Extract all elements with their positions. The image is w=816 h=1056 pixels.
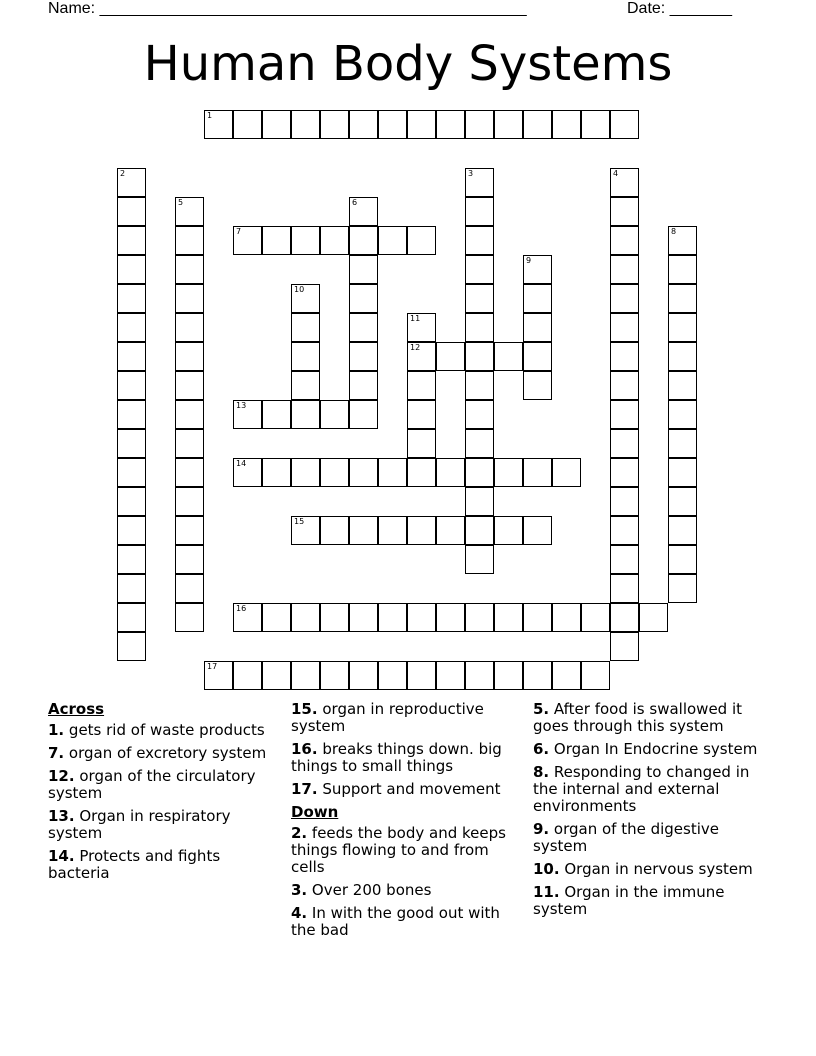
crossword-cell[interactable]	[349, 255, 378, 284]
crossword-cell[interactable]	[465, 603, 494, 632]
across-clue-13: 13. Organ in respiratory system	[48, 807, 231, 842]
crossword-cell[interactable]	[465, 255, 494, 284]
crossword-cell[interactable]	[117, 255, 146, 284]
across-heading: Across	[48, 700, 105, 718]
down-clue-3: 3. Over 200 bones	[291, 881, 432, 899]
crossword-cell[interactable]	[349, 371, 378, 400]
crossword-cell[interactable]	[668, 458, 697, 487]
across-clue-1: 1. gets rid of waste products	[48, 721, 265, 739]
crossword-cell[interactable]	[175, 516, 204, 545]
crossword-cell[interactable]	[552, 458, 581, 487]
crossword-cell[interactable]	[436, 110, 465, 139]
crossword-cell[interactable]	[523, 255, 552, 284]
crossword-cell[interactable]	[349, 342, 378, 371]
crossword-cell[interactable]	[117, 429, 146, 458]
crossword-cell[interactable]	[407, 342, 436, 371]
cell-number: 16	[236, 604, 247, 613]
crossword-cell[interactable]	[407, 313, 436, 342]
down-clue-4: 4. In with the good out with the bad	[291, 904, 500, 939]
crossword-cell[interactable]	[523, 603, 552, 632]
crossword-cell[interactable]	[523, 661, 552, 690]
crossword-cell[interactable]	[407, 603, 436, 632]
crossword-cell[interactable]	[291, 371, 320, 400]
crossword-cell[interactable]	[668, 487, 697, 516]
crossword-cell[interactable]	[262, 400, 291, 429]
crossword-cell[interactable]	[610, 458, 639, 487]
crossword-cell[interactable]	[320, 603, 349, 632]
crossword-cell[interactable]	[233, 110, 262, 139]
clue-column-3	[533, 701, 769, 924]
crossword-cell[interactable]	[175, 197, 204, 226]
crossword-cell[interactable]	[291, 400, 320, 429]
crossword-cell[interactable]	[378, 110, 407, 139]
name-line[interactable]: Name: ________________________________________________	[48, 0, 527, 17]
crossword-cell[interactable]	[610, 226, 639, 255]
cell-number: 13	[236, 401, 247, 410]
down-clue-11: 11. Organ in the immune system	[533, 883, 725, 918]
down-clue-6: 6. Organ In Endocrine system	[533, 740, 758, 758]
crossword-cell[interactable]	[349, 400, 378, 429]
crossword-cell[interactable]	[610, 284, 639, 313]
crossword-cell[interactable]	[117, 371, 146, 400]
crossword-cell[interactable]	[175, 226, 204, 255]
crossword-cell[interactable]	[610, 110, 639, 139]
crossword-cell[interactable]	[465, 313, 494, 342]
crossword-cell[interactable]	[581, 603, 610, 632]
crossword-cell[interactable]	[262, 603, 291, 632]
crossword-cell[interactable]	[610, 429, 639, 458]
crossword-cell[interactable]	[494, 110, 523, 139]
crossword-cell[interactable]	[262, 226, 291, 255]
crossword-cell[interactable]	[581, 661, 610, 690]
crossword-cell[interactable]	[262, 110, 291, 139]
crossword-cell[interactable]	[233, 226, 262, 255]
crossword-cell[interactable]	[117, 197, 146, 226]
crossword-cell[interactable]	[117, 516, 146, 545]
down-heading: Down	[291, 803, 339, 821]
crossword-cell[interactable]	[610, 255, 639, 284]
crossword-cell[interactable]	[465, 168, 494, 197]
cell-number: 3	[468, 169, 474, 178]
crossword-cell[interactable]	[291, 342, 320, 371]
crossword-cell[interactable]	[262, 661, 291, 690]
across-clue-16: 16. breaks things down. big things to small things	[291, 740, 502, 775]
crossword-cell[interactable]	[494, 661, 523, 690]
crossword-cell[interactable]	[175, 487, 204, 516]
down-clue-10: 10. Organ in nervous system	[533, 860, 753, 878]
crossword-cell[interactable]	[465, 429, 494, 458]
crossword-cell[interactable]	[378, 661, 407, 690]
crossword-cell[interactable]	[436, 342, 465, 371]
crossword-cell[interactable]	[523, 284, 552, 313]
crossword-cell[interactable]	[668, 313, 697, 342]
crossword-cell[interactable]	[320, 110, 349, 139]
crossword-cell[interactable]	[494, 342, 523, 371]
cell-number: 5	[178, 198, 184, 207]
crossword-cell[interactable]	[523, 458, 552, 487]
clue-column-1	[48, 701, 284, 888]
crossword-cell[interactable]	[320, 226, 349, 255]
across-clue-17: 17. Support and movement	[291, 780, 501, 798]
crossword-cell[interactable]	[117, 342, 146, 371]
crossword-cell[interactable]	[523, 110, 552, 139]
crossword-cell[interactable]	[407, 110, 436, 139]
crossword-cell[interactable]	[349, 313, 378, 342]
crossword-cell[interactable]	[436, 458, 465, 487]
crossword-cell[interactable]	[117, 632, 146, 661]
cell-number: 8	[671, 227, 677, 236]
cell-number: 7	[236, 227, 242, 236]
crossword-cell[interactable]	[349, 603, 378, 632]
crossword-cell[interactable]	[378, 516, 407, 545]
crossword-cell[interactable]	[204, 110, 233, 139]
crossword-cell[interactable]	[407, 458, 436, 487]
crossword-cell[interactable]	[291, 458, 320, 487]
down-clue-5: 5. After food is swallowed it goes through this system	[533, 700, 743, 735]
crossword-cell[interactable]	[233, 458, 262, 487]
across-clue-7: 7. organ of excretory system	[48, 744, 267, 762]
crossword-cell[interactable]	[378, 226, 407, 255]
crossword-cell[interactable]	[349, 661, 378, 690]
clue-column-2	[291, 701, 527, 945]
crossword-cell[interactable]	[465, 110, 494, 139]
crossword-cell[interactable]	[465, 545, 494, 574]
crossword-cell[interactable]	[610, 197, 639, 226]
crossword-cell[interactable]	[610, 313, 639, 342]
crossword-cell[interactable]	[407, 429, 436, 458]
crossword-cell[interactable]	[233, 400, 262, 429]
down-clue-8: 8. Responding to changed in the internal and external environments	[533, 763, 750, 815]
crossword-cell[interactable]	[523, 516, 552, 545]
crossword-cell[interactable]	[320, 661, 349, 690]
crossword-cell[interactable]	[349, 284, 378, 313]
crossword-cell[interactable]	[581, 110, 610, 139]
crossword-cell[interactable]	[233, 603, 262, 632]
crossword-cell[interactable]	[320, 458, 349, 487]
crossword-cell[interactable]	[291, 284, 320, 313]
crossword-cell[interactable]	[407, 400, 436, 429]
crossword-cell[interactable]	[668, 342, 697, 371]
crossword-cell[interactable]	[465, 661, 494, 690]
cell-number: 10	[294, 285, 305, 294]
crossword-cell[interactable]	[668, 371, 697, 400]
crossword-cell[interactable]	[262, 458, 291, 487]
crossword-cell[interactable]	[117, 168, 146, 197]
page-title: Human Body Systems	[143, 36, 673, 92]
crossword-cell[interactable]	[291, 516, 320, 545]
crossword-cell[interactable]	[465, 284, 494, 313]
crossword-cell[interactable]	[175, 342, 204, 371]
crossword-cell[interactable]	[349, 516, 378, 545]
crossword-cell[interactable]	[117, 458, 146, 487]
cell-number: 2	[120, 169, 126, 178]
across-clue-12: 12. organ of the circulatory system	[48, 767, 256, 802]
crossword-cell[interactable]	[610, 487, 639, 516]
crossword-cell[interactable]	[407, 516, 436, 545]
crossword-cell[interactable]	[436, 516, 465, 545]
cell-number: 14	[236, 459, 247, 468]
crossword-cell[interactable]	[610, 371, 639, 400]
crossword-cell[interactable]	[175, 284, 204, 313]
cell-number: 12	[410, 343, 421, 352]
across-clue-14: 14. Protects and fights bacteria	[48, 847, 221, 882]
crossword-cell[interactable]	[523, 371, 552, 400]
crossword-cell[interactable]	[610, 342, 639, 371]
crossword-cell[interactable]	[668, 226, 697, 255]
crossword-cell[interactable]	[175, 574, 204, 603]
across-clue-15: 15. organ in reproductive system	[291, 700, 484, 735]
crossword-cell[interactable]	[494, 516, 523, 545]
crossword-cell[interactable]	[291, 661, 320, 690]
crossword-cell[interactable]	[668, 429, 697, 458]
crossword-cell[interactable]	[349, 458, 378, 487]
crossword-cell[interactable]	[465, 197, 494, 226]
crossword-cell[interactable]	[117, 603, 146, 632]
crossword-cell[interactable]	[175, 313, 204, 342]
crossword-cell[interactable]	[668, 545, 697, 574]
cell-number: 1	[207, 111, 213, 120]
crossword-cell[interactable]	[117, 284, 146, 313]
crossword-cell[interactable]	[610, 168, 639, 197]
cell-number: 15	[294, 517, 305, 526]
crossword-cell[interactable]	[407, 661, 436, 690]
down-clue-9: 9. organ of the digestive system	[533, 820, 720, 855]
crossword-cell[interactable]	[117, 545, 146, 574]
crossword-cell[interactable]	[349, 226, 378, 255]
date-line[interactable]: Date: _______	[627, 0, 732, 17]
crossword-cell[interactable]	[320, 516, 349, 545]
crossword-cell[interactable]	[175, 255, 204, 284]
crossword-cell[interactable]	[494, 458, 523, 487]
crossword-cell[interactable]	[349, 197, 378, 226]
crossword-cell[interactable]	[117, 574, 146, 603]
cell-number: 4	[613, 169, 619, 178]
cell-number: 9	[526, 256, 532, 265]
crossword-cell[interactable]	[175, 603, 204, 632]
crossword-cell[interactable]	[465, 226, 494, 255]
crossword-cell[interactable]	[175, 371, 204, 400]
crossword-cell[interactable]	[494, 603, 523, 632]
crossword-cell[interactable]	[117, 487, 146, 516]
crossword-cell[interactable]	[291, 313, 320, 342]
crossword-cell[interactable]	[523, 313, 552, 342]
crossword-cell[interactable]	[407, 226, 436, 255]
crossword-cell[interactable]	[668, 255, 697, 284]
crossword-cell[interactable]	[465, 371, 494, 400]
crossword-cell[interactable]	[291, 110, 320, 139]
crossword-cell[interactable]	[610, 545, 639, 574]
crossword-cell[interactable]	[349, 110, 378, 139]
crossword-cell[interactable]	[117, 400, 146, 429]
crossword-cell[interactable]	[465, 516, 494, 545]
down-clue-2: 2. feeds the body and keeps things flowing to and from cells	[291, 824, 506, 876]
crossword-cell[interactable]	[436, 661, 465, 690]
crossword-cell[interactable]	[378, 603, 407, 632]
crossword-cell[interactable]	[639, 603, 668, 632]
crossword-cell[interactable]	[552, 603, 581, 632]
cell-number: 6	[352, 198, 358, 207]
crossword-cell[interactable]	[175, 458, 204, 487]
crossword-cell[interactable]	[291, 226, 320, 255]
crossword-cell[interactable]	[175, 429, 204, 458]
cell-number: 11	[410, 314, 421, 323]
crossword-cell[interactable]	[668, 284, 697, 313]
crossword-cell[interactable]	[610, 632, 639, 661]
crossword-cell[interactable]	[465, 458, 494, 487]
crossword-cell[interactable]	[610, 603, 639, 632]
crossword-cell[interactable]	[320, 400, 349, 429]
crossword-cell[interactable]	[117, 226, 146, 255]
crossword-cell[interactable]	[407, 371, 436, 400]
crossword-cell[interactable]	[204, 661, 233, 690]
crossword-cell[interactable]	[175, 400, 204, 429]
crossword-cell[interactable]	[552, 661, 581, 690]
crossword-cell[interactable]	[668, 516, 697, 545]
crossword-cell[interactable]	[175, 545, 204, 574]
crossword-cell[interactable]	[465, 342, 494, 371]
crossword-cell[interactable]	[117, 313, 146, 342]
crossword-cell[interactable]	[465, 487, 494, 516]
crossword-cell[interactable]	[465, 400, 494, 429]
crossword-cell[interactable]	[610, 574, 639, 603]
crossword-cell[interactable]	[233, 661, 262, 690]
crossword-cell[interactable]	[552, 110, 581, 139]
crossword-cell[interactable]	[610, 516, 639, 545]
cell-number: 17	[207, 662, 218, 671]
crossword-cell[interactable]	[523, 342, 552, 371]
crossword-cell[interactable]	[291, 603, 320, 632]
crossword-cell[interactable]	[610, 400, 639, 429]
crossword-cell[interactable]	[378, 458, 407, 487]
crossword-cell[interactable]	[436, 603, 465, 632]
crossword-cell[interactable]	[668, 400, 697, 429]
crossword-cell[interactable]	[668, 574, 697, 603]
